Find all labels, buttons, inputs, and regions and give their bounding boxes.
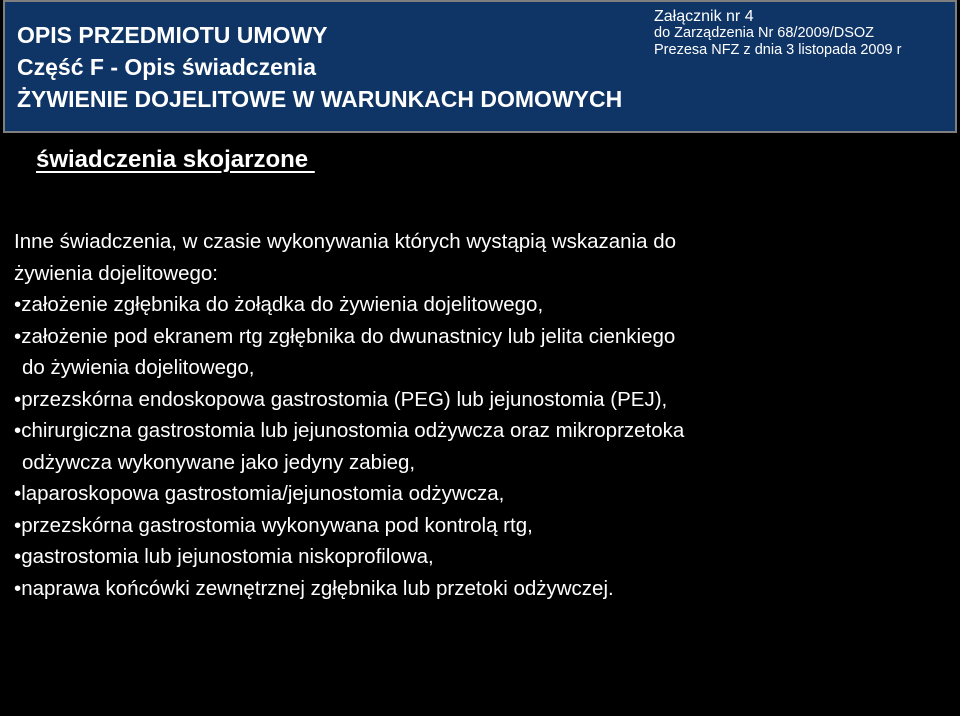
list-item-text: chirurgiczna gastrostomia lub jejunostomia odżywcza oraz mikroprzetoka xyxy=(21,419,685,442)
annex-reference xyxy=(654,8,901,59)
list-item xyxy=(14,321,944,353)
list-item-text: do żywienia dojelitowego, xyxy=(22,356,255,379)
title-line-2: Część F - Opis świadczenia xyxy=(17,54,317,80)
list-item-continuation xyxy=(14,447,944,479)
annex-line-3: Prezesa NFZ z dnia 3 listopada 2009 r xyxy=(654,42,902,58)
list-item xyxy=(14,478,944,510)
annex-line-2: do Zarządzenia Nr 68/2009/DSOZ xyxy=(654,25,875,41)
list-item xyxy=(14,541,944,573)
list-item-continuation xyxy=(14,352,944,384)
list-item xyxy=(14,289,944,321)
list-item-text: przezskórna gastrostomia wykonywana pod kontrolą rtg, xyxy=(21,513,533,537)
intro-line-2: żywienia dojelitowego: xyxy=(14,261,218,285)
header-banner xyxy=(3,0,957,133)
list-item-text: laparoskopowa gastrostomia/jejunostomia odżywcza, xyxy=(21,482,505,505)
slide-title xyxy=(17,19,622,115)
list-item xyxy=(14,384,944,416)
intro-line-1: Inne świadczenia, w czasie wykonywania których wystąpią wskazania do xyxy=(14,230,677,253)
list-item-text: naprawa końcówki zewnętrznej zgłębnika lub przetoki odżywczej. xyxy=(21,576,614,600)
list-item-text: założenie zgłębnika do żołądka do żywienia dojelitowego, xyxy=(21,293,544,316)
list-item-text: odżywcza wykonywane jako jedyny zabieg, xyxy=(22,450,416,474)
list-item xyxy=(14,415,944,447)
list-item xyxy=(14,510,944,542)
section-heading: świadczenia skojarzone xyxy=(36,146,315,173)
annex-line-1: Załącznik nr 4 xyxy=(654,8,754,25)
list-item xyxy=(14,573,944,605)
title-line-1: OPIS PRZEDMIOTU UMOWY xyxy=(17,22,328,48)
list-item-text: gastrostomia lub jejunostomia niskoprofilowa, xyxy=(21,545,434,568)
list-item-text: przezskórna endoskopowa gastrostomia (PEG) lub jejunostomia (PEJ), xyxy=(21,387,668,411)
title-line-3: ŻYWIENIE DOJELITOWE W WARUNKACH DOMOWYCH xyxy=(17,86,623,112)
list-item-text: założenie pod ekranem rtg zgłębnika do dwunastnicy lub jelita cienkiego xyxy=(21,324,676,348)
content-body xyxy=(14,226,944,604)
